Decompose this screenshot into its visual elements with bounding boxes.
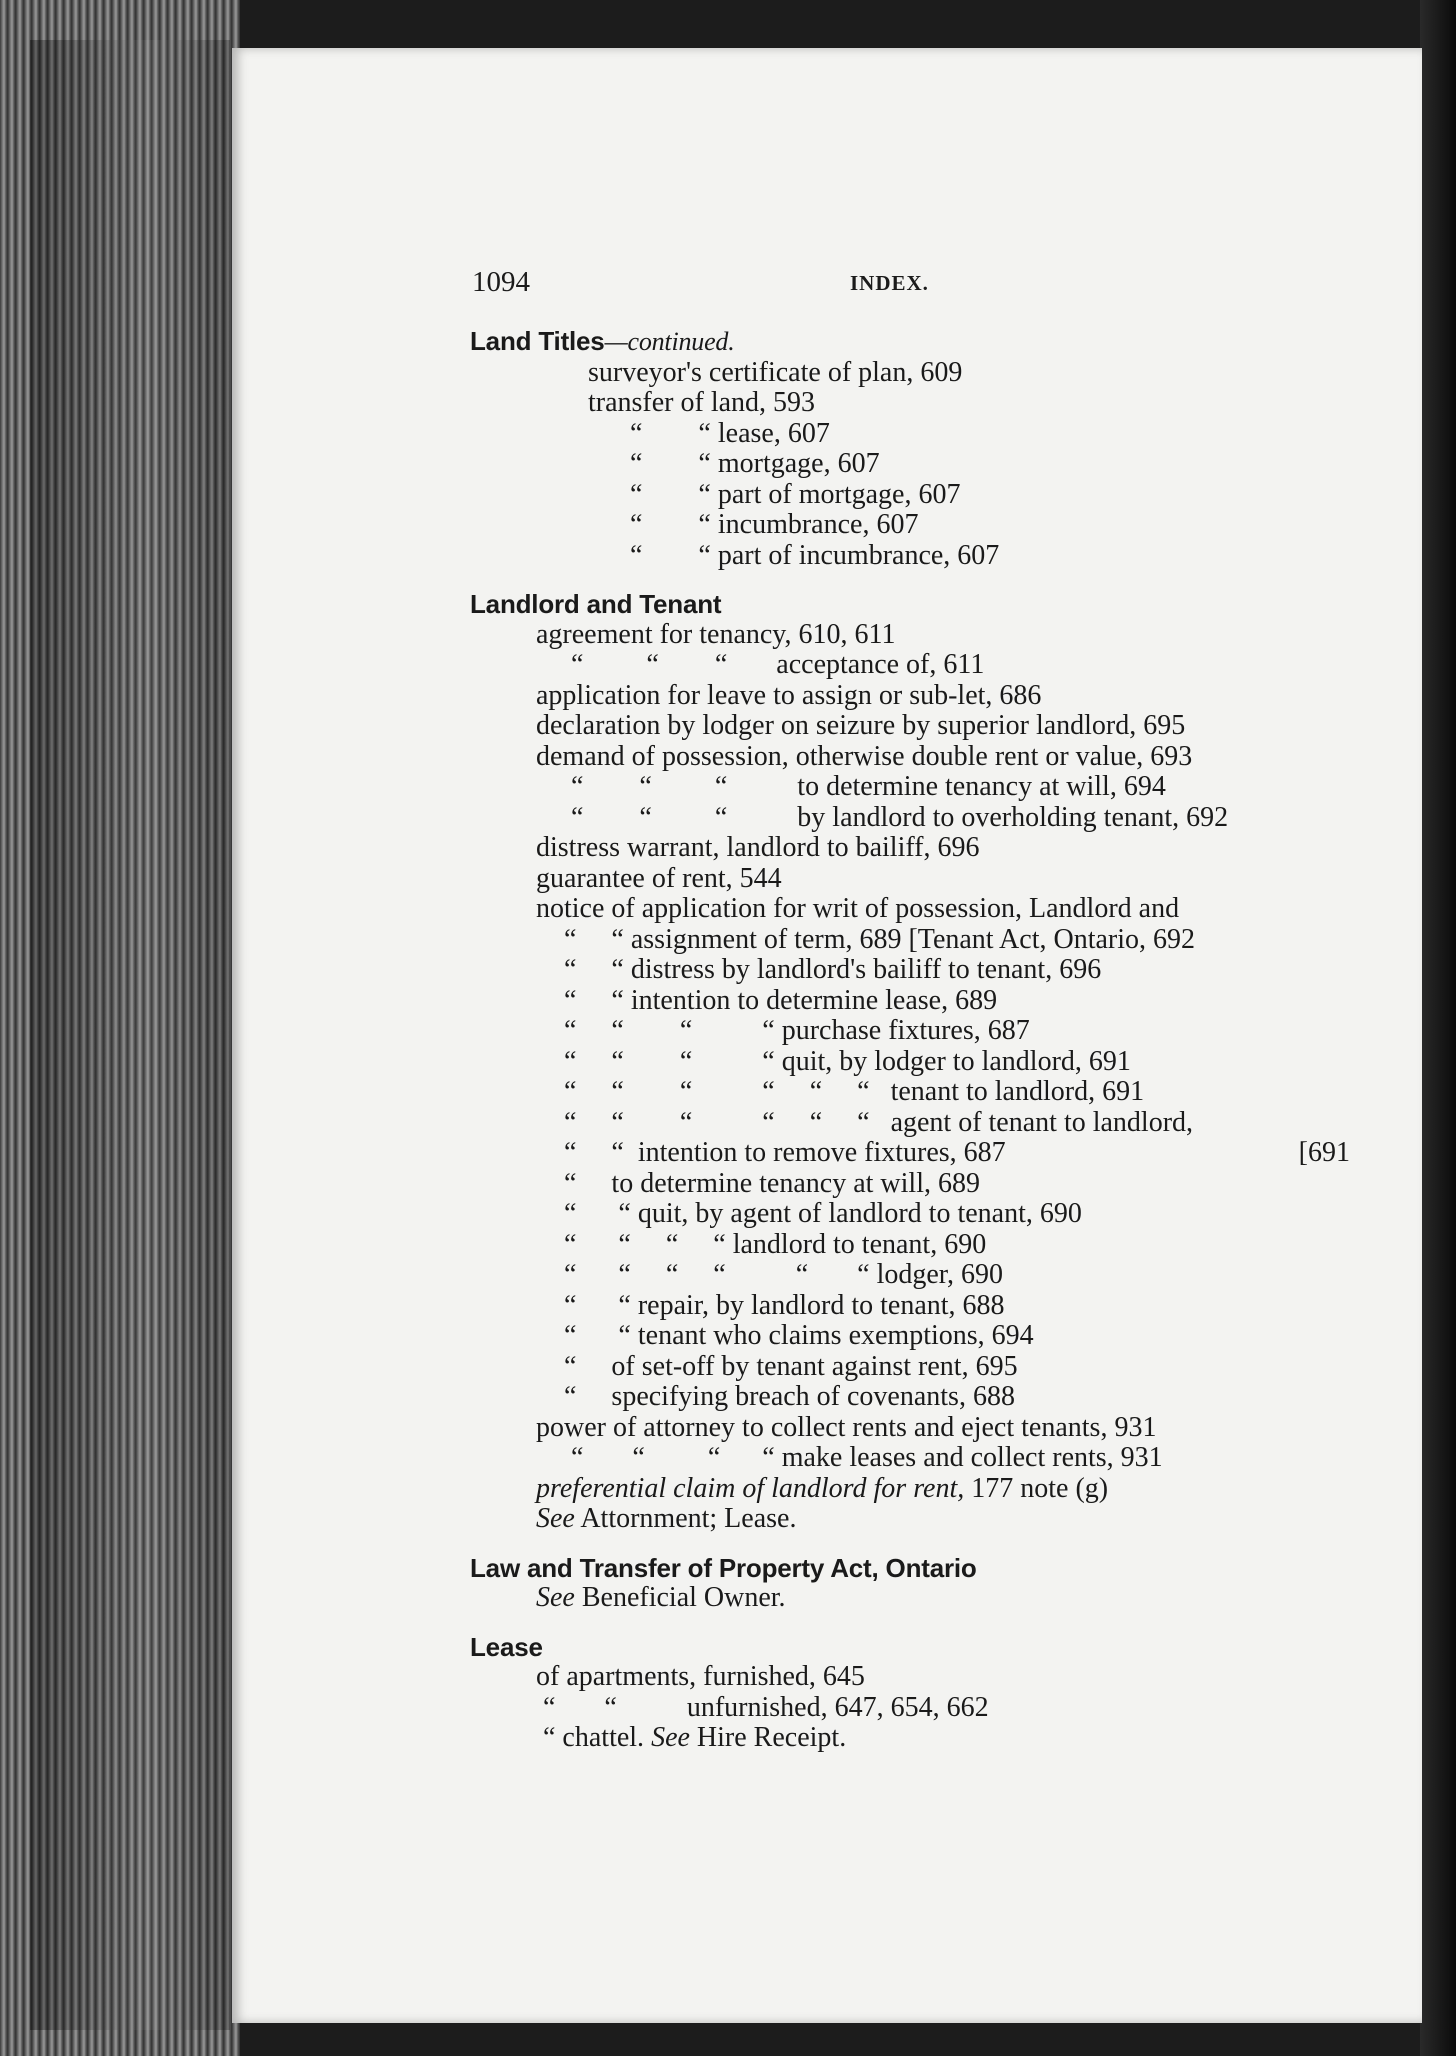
see-label: See <box>651 1722 690 1753</box>
index-heading-law-and-transfer: Law and Transfer of Property Act, Ontario <box>470 1552 977 1583</box>
index-line: “ “ tenant who claims exemptions, 694 <box>536 1320 1034 1351</box>
index-line: “ specifying breach of covenants, 688 <box>536 1381 1015 1412</box>
continued-label: —continued. <box>604 327 735 356</box>
index-line: transfer of land, 593 <box>588 387 816 418</box>
index-line: “ “ “ “ landlord to tenant, 690 <box>536 1228 987 1260</box>
index-line: power of attorney to collect rents and eject tenants, 931 <box>536 1411 1157 1443</box>
index-line: “ “ quit, by agent of landlord to tenant, 690 <box>536 1198 1082 1229</box>
index-line: “ “ “ “ quit, by lodger to landlord, 691 <box>536 1045 1131 1077</box>
index-line-text: “ “ intention to remove fixtures, 687 <box>536 1137 1006 1168</box>
index-line: “ “ “ “ “ “ agent of tenant to landlord, <box>536 1106 1194 1138</box>
index-heading-land-titles <box>470 326 1350 358</box>
see-also-line <box>470 1504 1350 1535</box>
book-page <box>232 48 1422 2023</box>
index-entries <box>470 326 1350 1754</box>
index-line: “ “ part of mortgage, 607 <box>588 478 961 510</box>
index-line: “ to determine tenancy at will, 689 <box>536 1167 980 1199</box>
preferential-claim-text: preferential claim of landlord for rent, <box>536 1472 965 1504</box>
index-line: declaration by lodger on seizure by superior landlord, 695 <box>536 710 1186 741</box>
index-line: of apartments, furnished, 645 <box>536 1661 865 1692</box>
index-line: “ “ assignment of term, 689 [Tenant Act, Ontario, 692 <box>536 923 1195 955</box>
see-reference: Attornment; Lease. <box>574 1503 797 1534</box>
preferential-claim-line <box>470 1474 1350 1505</box>
continuation-page-ref: [691 <box>1298 1137 1350 1168</box>
see-label: See <box>536 1582 575 1613</box>
index-line: “ “ “ “ “ “ tenant to landlord, 691 <box>536 1076 1145 1107</box>
index-line: “ “ incumbrance, 607 <box>588 509 919 540</box>
index-line: “ “ “ “ purchase fixtures, 687 <box>536 1015 1030 1046</box>
index-line: “ “ intention to determine lease, 689 <box>536 984 998 1016</box>
index-line: surveyor's certificate of plan, 609 <box>588 356 963 388</box>
heading-text: Land Titles <box>470 326 605 356</box>
see-reference: Beneficial Owner. <box>574 1582 786 1613</box>
page-number: 1094 <box>472 266 530 298</box>
index-line: “ “ part of incumbrance, 607 <box>588 539 1000 571</box>
index-line: “ “ distress by landlord's bailiff to tenant, 696 <box>536 954 1102 985</box>
running-head: INDEX. <box>850 271 929 295</box>
index-line: “ “ “ “ “ “ lodger, 690 <box>536 1259 1003 1290</box>
index-heading-lease: Lease <box>470 1631 543 1662</box>
scan-right-border <box>1420 0 1456 2056</box>
page-edge-shadow <box>30 40 230 2030</box>
see-also-line <box>470 1583 1350 1614</box>
index-line: distress warrant, landlord to bailiff, 696 <box>536 832 980 863</box>
index-line: “ “ unfurnished, 647, 654, 662 <box>536 1691 989 1723</box>
index-line: demand of possession, otherwise double rent or value, 693 <box>536 740 1193 772</box>
index-line: “ “ “ “ make leases and collect rents, 931 <box>536 1442 1163 1473</box>
see-label: See <box>536 1503 575 1534</box>
index-line-with-continuation <box>470 1138 1350 1169</box>
index-line: “ “ repair, by landlord to tenant, 688 <box>536 1289 1005 1321</box>
preferential-claim-ref: 177 note (g) <box>964 1472 1109 1504</box>
index-line: “ “ mortgage, 607 <box>588 448 880 479</box>
index-line: application for leave to assign or sub-let, 686 <box>536 679 1042 711</box>
index-line: “ “ “ acceptance of, 611 <box>536 649 985 680</box>
index-line: “ “ lease, 607 <box>588 417 830 449</box>
index-line: “ “ “ to determine tenancy at will, 694 <box>536 771 1166 802</box>
chattel-text: “ chattel. <box>536 1722 652 1753</box>
index-line: “ “ “ by landlord to overholding tenant, 692 <box>536 801 1229 833</box>
index-line: notice of application for writ of possession, Landlord and <box>536 893 1180 924</box>
page-header <box>472 266 1172 306</box>
index-line: agreement for tenancy, 610, 611 <box>536 618 896 650</box>
chattel-line <box>470 1723 1350 1754</box>
see-reference: Hire Receipt. <box>689 1722 847 1753</box>
index-line: “ of set-off by tenant against rent, 695 <box>536 1350 1018 1382</box>
index-line: guarantee of rent, 544 <box>536 862 782 894</box>
index-heading-landlord-and-tenant: Landlord and Tenant <box>470 589 722 619</box>
